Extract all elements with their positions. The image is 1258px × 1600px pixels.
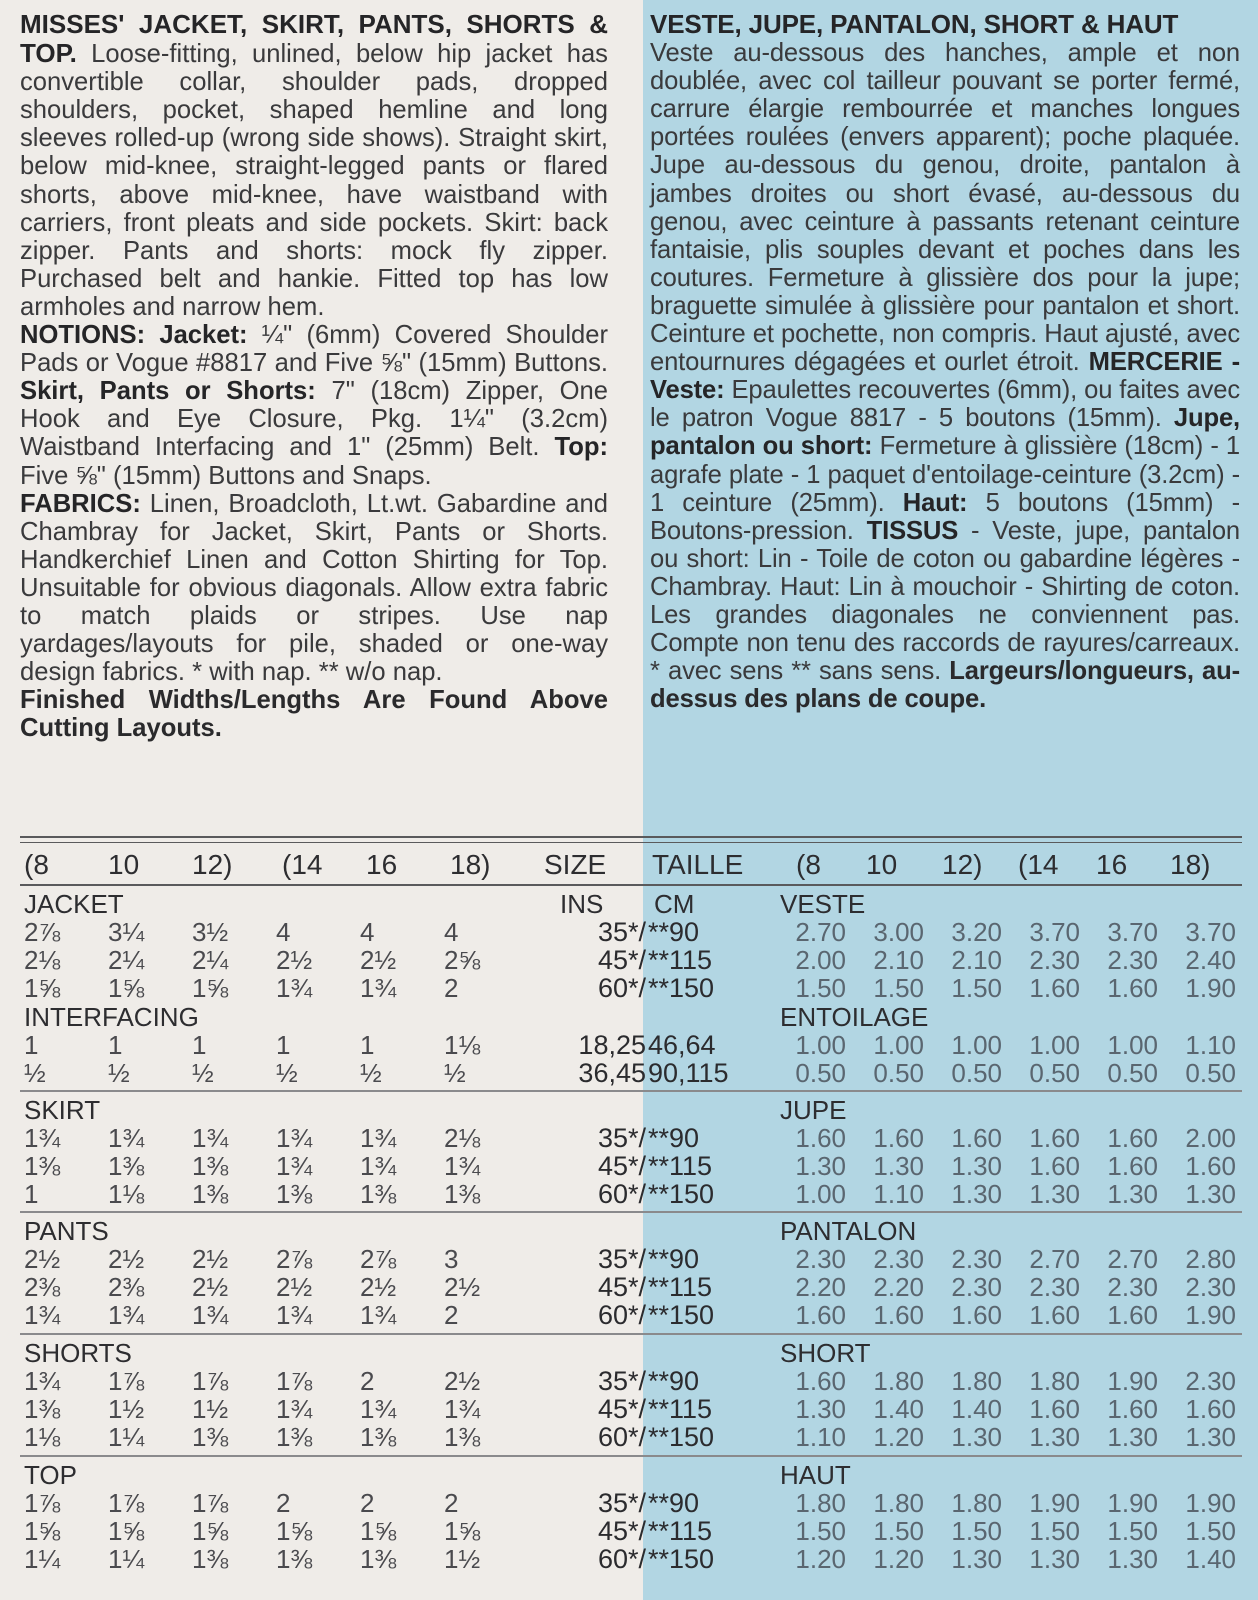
cell-fr: 1.60 (795, 1300, 846, 1330)
cell-en: 1⅜ (360, 1544, 397, 1574)
size-header-fr-4: 16 (1096, 849, 1128, 880)
cell-en: 1⅝ (192, 973, 229, 1003)
fabrics-label: FABRICS: (20, 489, 141, 518)
width-ins: 35*/ (597, 1488, 646, 1518)
cell-fr: 1.00 (951, 1030, 1002, 1060)
cell-fr: 2.30 (795, 1244, 846, 1274)
cell-en: 1¼ (24, 1544, 61, 1574)
cell-fr: 2.70 (1107, 1244, 1158, 1274)
cell-fr: 1.20 (873, 1544, 924, 1574)
notions-text-1: ¼" (6mm) Covered Shoulder Pads or Vogue #8817 and Five ⅝" (15mm) Buttons. (20, 321, 608, 378)
cell-fr: 2.70 (1029, 1244, 1080, 1274)
cell-en: 1¾ (360, 1123, 397, 1153)
cell-fr: 1.00 (795, 1179, 846, 1209)
cell-fr: 2.10 (873, 945, 924, 975)
tissus-label: TISSUS (866, 516, 959, 545)
cell-fr: 1.30 (1107, 1544, 1158, 1574)
width-cm: **115 (648, 1272, 713, 1302)
cell-en: ½ (444, 1058, 466, 1088)
cell-fr: 1.30 (1029, 1544, 1080, 1574)
cell-en: 1¾ (360, 1151, 397, 1181)
cell-fr: 1.60 (1029, 973, 1080, 1003)
cell-fr: 1.90 (1185, 973, 1236, 1003)
size-header-en-2: 12) (192, 849, 233, 880)
cell-fr: 1.30 (1107, 1179, 1158, 1209)
cell-en: 1⅝ (24, 973, 61, 1003)
cell-en: 1⅛ (444, 1030, 481, 1060)
cell-en: 2 (444, 1300, 459, 1330)
mercerie-text-1: Epaulettes recouvertes (6mm), ou faites avec le patron Vogue 8817 - 5 boutons (15mm). (650, 376, 1240, 433)
cell-fr: 3.20 (951, 917, 1002, 947)
cell-fr: 1.50 (1185, 1516, 1236, 1546)
cell-en: 1⅞ (192, 1366, 229, 1396)
cell-en: 2 (444, 1488, 459, 1518)
cell-en: 3 (444, 1244, 459, 1274)
width-cm: **115 (648, 1151, 713, 1181)
cell-en: 1¾ (276, 1123, 313, 1153)
cell-en: 2½ (24, 1244, 61, 1274)
cell-fr: 1.60 (1185, 1394, 1236, 1424)
cell-en: 1⅜ (276, 1544, 313, 1574)
cell-en: 2⅛ (24, 945, 61, 975)
cell-en: 1¾ (276, 1300, 313, 1330)
cell-fr: 2.30 (1107, 1272, 1158, 1302)
size-header-en-5: 18) (450, 849, 491, 880)
cell-en: 1⅜ (24, 1151, 61, 1181)
width-ins: 60*/ (597, 973, 646, 1003)
section-label-en: TOP (24, 1460, 77, 1490)
french-title: VESTE, JUPE, PANTALON, SHORT & HAUT (650, 9, 1179, 39)
cell-en: 2½ (276, 1272, 313, 1302)
cell-fr: 0.50 (1185, 1058, 1236, 1088)
width-ins: 35*/ (597, 917, 646, 947)
cell-en: 2⅜ (108, 1272, 145, 1302)
cell-en: 1⅜ (192, 1179, 229, 1209)
section-separator (20, 1211, 1242, 1213)
section-label-en: SKIRT (24, 1095, 101, 1125)
cell-fr: 1.90 (1107, 1366, 1158, 1396)
english-description (20, 10, 608, 742)
cell-fr: 1.60 (873, 1123, 924, 1153)
cell-fr: 1.30 (1029, 1422, 1080, 1452)
cell-fr: 0.50 (795, 1058, 846, 1088)
width-ins: 60*/ (597, 1544, 646, 1574)
cell-fr: 1.50 (1107, 1516, 1158, 1546)
cell-en: 1⅜ (192, 1422, 229, 1452)
width-ins: 35*/ (597, 1244, 646, 1274)
cell-en: 1¾ (192, 1300, 229, 1330)
cell-en: 2⅞ (276, 1244, 313, 1274)
cell-en: 2½ (360, 945, 397, 975)
cell-fr: 1.50 (951, 973, 1002, 1003)
cell-en: 1⅝ (108, 973, 145, 1003)
section-label-en: SHORTS (24, 1338, 132, 1368)
cell-fr: 1.60 (1029, 1123, 1080, 1153)
cell-en: 2 (360, 1366, 375, 1396)
taille-label: TAILLE (652, 849, 744, 880)
cell-en: 4 (276, 917, 291, 947)
mercerie-label: MERCERIE - Veste: (650, 348, 1240, 405)
cell-fr: 1.40 (873, 1394, 924, 1424)
cell-en: 1¾ (360, 1394, 397, 1424)
section-label-fr: VESTE (780, 889, 866, 919)
cell-fr: 1.60 (1107, 973, 1158, 1003)
width-ins: 45*/ (597, 1394, 646, 1424)
cell-fr: 1.80 (951, 1488, 1002, 1518)
table-top-rule (20, 836, 1242, 838)
section-label-en: JACKET (24, 889, 124, 919)
cell-en: 1⅛ (24, 1422, 61, 1452)
cm-label: CM (654, 889, 695, 919)
size-header-fr-1: 10 (866, 849, 898, 880)
cell-en: 1¾ (24, 1300, 61, 1330)
width-cm: **90 (648, 1244, 700, 1274)
cell-fr: 2.20 (795, 1272, 846, 1302)
cell-fr: 2.30 (1029, 945, 1080, 975)
cell-fr: 1.30 (951, 1422, 1002, 1452)
cell-en: 1⅜ (24, 1394, 61, 1424)
cell-fr: 1.60 (951, 1123, 1002, 1153)
ins-label: INS (560, 889, 604, 919)
cell-fr: 1.60 (1029, 1151, 1080, 1181)
notions-label: NOTIONS: Jacket: (20, 321, 248, 350)
cell-fr: 1.80 (873, 1366, 924, 1396)
width-cm: 46,64 (648, 1030, 716, 1060)
section-separator (20, 1333, 1242, 1335)
width-cm: **150 (648, 1544, 715, 1574)
cell-en: 4 (360, 917, 375, 947)
cell-fr: 1.50 (873, 973, 924, 1003)
cell-fr: 1.90 (1029, 1488, 1080, 1518)
cell-en: 1¾ (24, 1123, 61, 1153)
cell-en: 1¾ (108, 1300, 145, 1330)
width-ins: 36,45 (578, 1058, 646, 1088)
cell-fr: 1.60 (951, 1300, 1002, 1330)
notions-text-2: 7" (18cm) Zipper, One Hook and Eye Closure, Pkg. 1¼" (3.2cm) Waistband Interfacing and 1" (25mm) Belt. (20, 377, 608, 462)
size-header-en-4: 16 (366, 849, 398, 880)
cell-en: 1 (360, 1030, 375, 1060)
cell-en: 2¼ (108, 945, 145, 975)
cell-fr: 1.80 (795, 1488, 846, 1518)
cell-fr: 3.70 (1185, 917, 1236, 947)
cell-fr: 1.50 (795, 973, 846, 1003)
cell-fr: 2.70 (795, 917, 846, 947)
cell-fr: 1.50 (873, 1516, 924, 1546)
cell-en: 2½ (444, 1366, 481, 1396)
cell-en: 1⅜ (360, 1422, 397, 1452)
cell-fr: 2.80 (1185, 1244, 1236, 1274)
mercerie-haut-label: Haut: (902, 488, 968, 517)
cell-fr: 2.10 (951, 945, 1002, 975)
mercerie-text-2: Fermeture à glissière (18cm) - 1 agrafe plate - 1 paquet d'entoilage-ceinture (3.2cm) - 1 ceinture (25mm). (650, 432, 1240, 517)
width-cm: **115 (648, 1516, 713, 1546)
section-label-fr: HAUT (780, 1460, 851, 1490)
size-label: SIZE (544, 849, 607, 880)
cell-en: ½ (24, 1058, 46, 1088)
cell-fr: 0.50 (1029, 1058, 1080, 1088)
cell-en: 1¾ (360, 1300, 397, 1330)
section-separator (20, 1455, 1242, 1457)
cell-fr: 3.70 (1029, 917, 1080, 947)
cell-fr: 0.50 (951, 1058, 1002, 1088)
width-cm: **115 (648, 945, 713, 975)
cell-fr: 1.60 (795, 1366, 846, 1396)
cell-en: 2¼ (192, 945, 229, 975)
cell-fr: 2.30 (951, 1244, 1002, 1274)
width-cm: **150 (648, 1422, 715, 1452)
notions-text-3: Five ⅝" (15mm) Buttons and Snaps. (20, 461, 432, 490)
width-ins: 60*/ (597, 1179, 646, 1209)
cell-fr: 1.90 (1185, 1300, 1236, 1330)
cell-fr: 0.50 (1107, 1058, 1158, 1088)
cell-en: 1⅜ (360, 1179, 397, 1209)
section-label-fr: PANTALON (780, 1216, 917, 1246)
section-label-fr: ENTOILAGE (780, 1002, 929, 1032)
cell-en: 1 (24, 1030, 39, 1060)
cell-en: 2⅛ (444, 1123, 481, 1153)
cell-en: 2⅝ (444, 945, 481, 975)
width-cm: **150 (648, 973, 715, 1003)
cell-fr: 1.60 (1107, 1300, 1158, 1330)
cell-en: 1¾ (360, 973, 397, 1003)
cell-en: ½ (108, 1058, 130, 1088)
notions-top-label: Top: (554, 433, 608, 462)
cell-en: 1¾ (276, 1151, 313, 1181)
cell-en: 1⅜ (444, 1422, 481, 1452)
mercerie-jupe-label: Jupe, pantalon ou short: (650, 404, 1240, 461)
cell-fr: 2.20 (873, 1272, 924, 1302)
cell-fr: 1.80 (1029, 1366, 1080, 1396)
cell-en: 2½ (192, 1244, 229, 1274)
size-header-fr-3: (14 (1018, 849, 1059, 880)
cell-en: 1 (276, 1030, 291, 1060)
cell-fr: 2.30 (1185, 1272, 1236, 1302)
cell-fr: 1.30 (951, 1151, 1002, 1181)
cell-fr: 1.90 (1185, 1488, 1236, 1518)
cell-fr: 1.90 (1107, 1488, 1158, 1518)
cell-en: 1⅞ (108, 1366, 145, 1396)
cell-fr: 1.60 (873, 1300, 924, 1330)
cell-fr: 1.30 (1185, 1179, 1236, 1209)
cell-en: 1⅝ (444, 1516, 481, 1546)
size-header-en-3: (14 (282, 849, 323, 880)
cell-fr: 1.30 (1029, 1179, 1080, 1209)
cell-fr: 1.10 (1185, 1030, 1236, 1060)
cell-en: 1⅞ (192, 1488, 229, 1518)
section-label-fr: SHORT (780, 1338, 871, 1368)
cell-fr: 2.00 (795, 945, 846, 975)
table-top-rule-thin (20, 842, 1242, 843)
width-ins: 45*/ (597, 945, 646, 975)
width-ins: 45*/ (597, 1516, 646, 1546)
cell-en: 1⅞ (276, 1366, 313, 1396)
cell-en: 2½ (108, 1244, 145, 1274)
cell-en: 2½ (192, 1272, 229, 1302)
width-ins: 18,25 (578, 1030, 646, 1060)
cell-en: 1⅛ (108, 1179, 145, 1209)
cell-en: 1 (192, 1030, 207, 1060)
finished-note-en: Finished Widths/Lengths Are Found Above Cutting Layouts. (20, 686, 608, 743)
cell-en: 2½ (276, 945, 313, 975)
width-cm: **90 (648, 1366, 700, 1396)
french-description-text: Veste au-dessous des hanches, ample et non doublée, avec col tailleur pouvant se porter fermé, carrure élargie rembourrée et manches longues portées roulées (envers apparent); poche plaquée. Jupe au-dessous du genou, droite, pantalon à jambes droites ou short évasé, au-dessous du genou, avec ceinture à passants retenant ceinture fantaisie, plis souples devant et poches dans les coutures. Fermeture à glissière dos pour la jupe; braguette simulée à glissière pour pantalon et short. Ceinture et pochette, non compris. Haut ajusté, avec entournures dégagées et ourlet étroit. (650, 39, 1240, 377)
cell-en: ½ (192, 1058, 214, 1088)
cell-fr: 1.60 (1107, 1394, 1158, 1424)
size-header-en-1: 10 (108, 849, 140, 880)
width-cm: **115 (648, 1394, 713, 1424)
cell-en: 1¼ (108, 1544, 145, 1574)
notions-skirt-label: Skirt, Pants or Shorts: (20, 377, 316, 406)
cell-fr: 1.80 (873, 1488, 924, 1518)
cell-en: ½ (276, 1058, 298, 1088)
cell-en: 1⅞ (24, 1488, 61, 1518)
cell-fr: 1.30 (951, 1544, 1002, 1574)
cell-en: 2 (360, 1488, 375, 1518)
cell-fr: 1.30 (873, 1151, 924, 1181)
width-ins: 35*/ (597, 1366, 646, 1396)
cell-en: 1¾ (444, 1394, 481, 1424)
size-header-fr-5: 18) (1170, 849, 1211, 880)
cell-en: 1 (108, 1030, 123, 1060)
french-description (650, 10, 1240, 713)
cell-en: 1¼ (108, 1422, 145, 1452)
finished-note-fr: Largeurs/longueurs, au-dessus des plans de coupe. (650, 657, 1240, 714)
cell-en: ½ (360, 1058, 382, 1088)
cell-en: 1¾ (276, 973, 313, 1003)
cell-fr: 2.40 (1185, 945, 1236, 975)
cell-fr: 2.00 (1185, 1123, 1236, 1153)
cell-fr: 1.10 (795, 1422, 846, 1452)
cell-fr: 1.60 (1185, 1151, 1236, 1181)
cell-fr: 1.20 (873, 1422, 924, 1452)
section-separator (20, 1090, 1242, 1092)
cell-fr: 1.10 (873, 1179, 924, 1209)
cell-en: 1⅜ (444, 1179, 481, 1209)
width-ins: 60*/ (597, 1422, 646, 1452)
width-cm: **150 (648, 1179, 715, 1209)
cell-fr: 1.30 (795, 1151, 846, 1181)
cell-fr: 3.00 (873, 917, 924, 947)
cell-fr: 1.60 (1107, 1151, 1158, 1181)
cell-en: 2½ (444, 1272, 481, 1302)
cell-en: 1⅝ (360, 1516, 397, 1546)
cell-fr: 1.30 (1107, 1422, 1158, 1452)
cell-fr: 1.50 (951, 1516, 1002, 1546)
cell-en: 1⅝ (24, 1516, 61, 1546)
width-cm: **90 (648, 917, 700, 947)
cell-en: 3¼ (108, 917, 145, 947)
cell-en: 4 (444, 917, 459, 947)
cell-en: 3½ (192, 917, 229, 947)
size-header-en-0: (8 (24, 849, 49, 880)
cell-fr: 1.20 (795, 1544, 846, 1574)
cell-fr: 1.00 (1107, 1030, 1158, 1060)
cell-fr: 1.00 (873, 1030, 924, 1060)
width-cm: **90 (648, 1488, 700, 1518)
cell-fr: 1.40 (951, 1394, 1002, 1424)
cell-fr: 1.60 (1107, 1123, 1158, 1153)
tissus-text: - Veste, jupe, pantalon ou short: Lin - Toile de coton ou gabardine légères - Chambray. Haut: Lin à mouchoir - Shirting de coton. Les grandes diagonales ne conviennent pas. Compte non tenu des raccords de rayures/carreaux. * avec sens ** sans sens. (650, 516, 1240, 686)
size-header-fr-0: (8 (796, 849, 821, 880)
width-ins: 45*/ (597, 1272, 646, 1302)
cell-en: 2 (444, 973, 459, 1003)
width-ins: 45*/ (597, 1151, 646, 1181)
cell-fr: 1.60 (1029, 1394, 1080, 1424)
cell-fr: 1.50 (1029, 1516, 1080, 1546)
cell-fr: 1.00 (795, 1030, 846, 1060)
cell-en: 1¾ (192, 1123, 229, 1153)
cell-fr: 2.30 (873, 1244, 924, 1274)
cell-en: 1¾ (108, 1123, 145, 1153)
section-label-fr: JUPE (780, 1095, 847, 1125)
cell-fr: 0.50 (873, 1058, 924, 1088)
cell-en: 1½ (108, 1394, 145, 1424)
cell-fr: 2.30 (1029, 1272, 1080, 1302)
cell-en: 1⅞ (108, 1488, 145, 1518)
cell-en: 2⅜ (24, 1272, 61, 1302)
width-cm: **150 (648, 1300, 715, 1330)
cell-en: 1⅜ (192, 1151, 229, 1181)
cell-fr: 1.00 (1029, 1030, 1080, 1060)
cell-en: 2⅞ (360, 1244, 397, 1274)
cell-en: 1¾ (276, 1394, 313, 1424)
cell-fr: 1.60 (795, 1123, 846, 1153)
cell-en: 1⅝ (192, 1516, 229, 1546)
cell-en: 2⅞ (24, 917, 61, 947)
cell-en: 1⅜ (276, 1422, 313, 1452)
english-description-text: Loose-fitting, unlined, below hip jacket has convertible collar, shoulder pads, dropped shoulders, pocket, shaped hemline and long sleeves rolled-up (wrong side shows). Straight skirt, below mid-knee, straight-legged pants or flared shorts, above mid-knee, have waistband with carriers, front pleats and side pockets. Skirt: back zipper. Pants and shorts: mock fly zipper. Purchased belt and hankie. Fitted top has low armholes and narrow hem. (20, 40, 608, 321)
table-header-rule (20, 884, 1242, 886)
cell-en: 1¾ (444, 1151, 481, 1181)
size-header-fr-2: 12) (942, 849, 983, 880)
cell-en: 1⅜ (108, 1151, 145, 1181)
cell-fr: 1.60 (1029, 1300, 1080, 1330)
section-label-en: INTERFACING (24, 1002, 199, 1032)
section-label-en: PANTS (24, 1216, 109, 1246)
cell-fr: 2.30 (1185, 1366, 1236, 1396)
cell-fr: 3.70 (1107, 917, 1158, 947)
cell-fr: 1.30 (795, 1394, 846, 1424)
cell-en: 1⅜ (192, 1544, 229, 1574)
mercerie-text-3: 5 boutons (15mm) - Boutons-pression. (650, 488, 1241, 545)
cell-en: 2½ (360, 1272, 397, 1302)
fabrics-text: Linen, Broadcloth, Lt.wt. Gabardine and Chambray for Jacket, Skirt, Pants or Shorts. Handkerchief Linen and Cotton Shirting for Top. Unsuitable for obvious diagonals. Allow extra fabric to match plaids or stripes. Use nap yardages/layouts for pile, shaded or one-way design fabrics. * with nap. ** w/o nap. (20, 489, 608, 687)
english-title: MISSES' JACKET, SKIRT, PANTS, SHORTS & TOP. (20, 9, 608, 69)
cell-en: 1 (24, 1179, 39, 1209)
width-ins: 35*/ (597, 1123, 646, 1153)
cell-fr: 1.80 (951, 1366, 1002, 1396)
cell-fr: 1.30 (1185, 1422, 1236, 1452)
width-cm: 90,115 (648, 1058, 729, 1088)
cell-fr: 2.30 (951, 1272, 1002, 1302)
cell-fr: 1.30 (951, 1179, 1002, 1209)
cell-en: 1½ (444, 1544, 481, 1574)
cell-en: 1¾ (24, 1366, 61, 1396)
cell-en: 1⅜ (276, 1179, 313, 1209)
cell-en: 1⅝ (108, 1516, 145, 1546)
width-ins: 60*/ (597, 1300, 646, 1330)
width-cm: **90 (648, 1123, 700, 1153)
cell-en: 1½ (192, 1394, 229, 1424)
cell-fr: 1.40 (1185, 1544, 1236, 1574)
cell-en: 1⅝ (276, 1516, 313, 1546)
cell-en: 2 (276, 1488, 291, 1518)
cell-fr: 2.30 (1107, 945, 1158, 975)
cell-fr: 1.50 (795, 1516, 846, 1546)
